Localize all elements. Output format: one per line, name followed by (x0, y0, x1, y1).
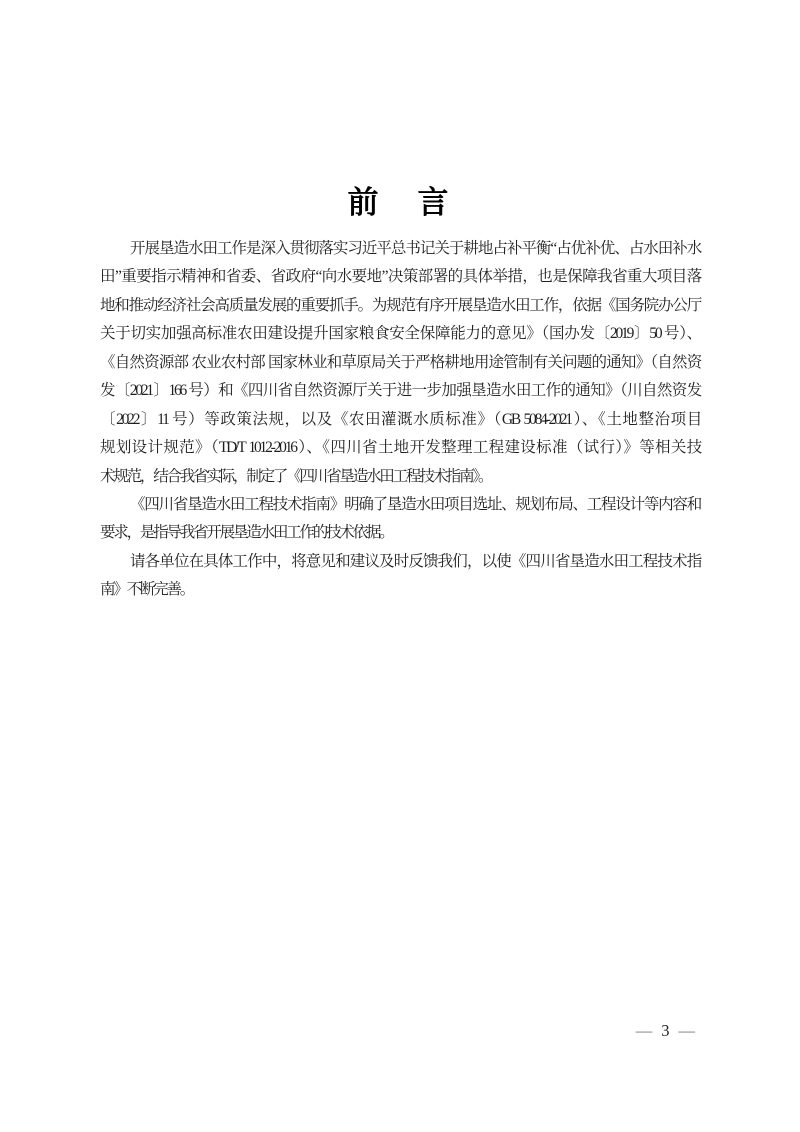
body-line: 发〔2021〕166 号）和《四川省自然资源厅关于进一步加强垦造水田工作的通知》（川自然资发 (100, 382, 700, 400)
body-line: 〔2022〕11 号）等政策法规，以及《农田灌溉水质标准》（GB 5084-2021）、《土地整治项目 (100, 410, 700, 428)
page-title: 前 言 (347, 185, 453, 220)
page-number-dash: — (635, 1021, 653, 1040)
paragraph (100, 548, 700, 605)
body-line: 关于切实加强高标准农田建设提升国家粮食安全保障能力的意见》（国办发〔2019〕50 号）、 (100, 325, 700, 343)
body-line: 《自然资源部 农业农村部 国家林业和草原局关于严格耕地用途管制有关问题的通知》（自然资 (100, 353, 700, 371)
body-line: 《四川省垦造水田工程技术指南》明确了垦造水田项目选址、规划布局、工程设计等内容和 (130, 495, 700, 513)
body-line: 田”重要指示精神和省委、省政府“向水要地”决策部署的具体举措，也是保障我省重大项目落 (100, 268, 700, 286)
page-number (636, 1021, 695, 1040)
body-line: 规划设计规范》（TD/T 1012-2016）、《四川省土地开发整理工程建设标准（试行）》等相关技 (100, 439, 700, 457)
body-line: 开展垦造水田工作是深入贯彻落实习近平总书记关于耕地占补平衡“占优补优、占水田补水 (130, 240, 700, 257)
body-line: 南》不断完善。 (100, 581, 194, 599)
body-line: 要求，是指导我省开展垦造水田工作的技术依据。 (100, 524, 393, 542)
page-number-dash: — (678, 1021, 695, 1040)
body-line: 请各单位在具体工作中，将意见和建议及时反馈我们，以使《四川省垦造水田工程技术指 (130, 552, 700, 570)
paragraph (100, 235, 700, 491)
page-number-value: 3 (661, 1021, 670, 1040)
document-body (100, 235, 700, 605)
body-line: 地和推动经济社会高质量发展的重要抓手。为规范有序开展垦造水田工作，依据《国务院办公厅 (100, 296, 700, 314)
body-line: 术规范，结合我省实际，制定了《四川省垦造水田工程技术指南》。 (100, 467, 492, 485)
paragraph (100, 491, 700, 548)
